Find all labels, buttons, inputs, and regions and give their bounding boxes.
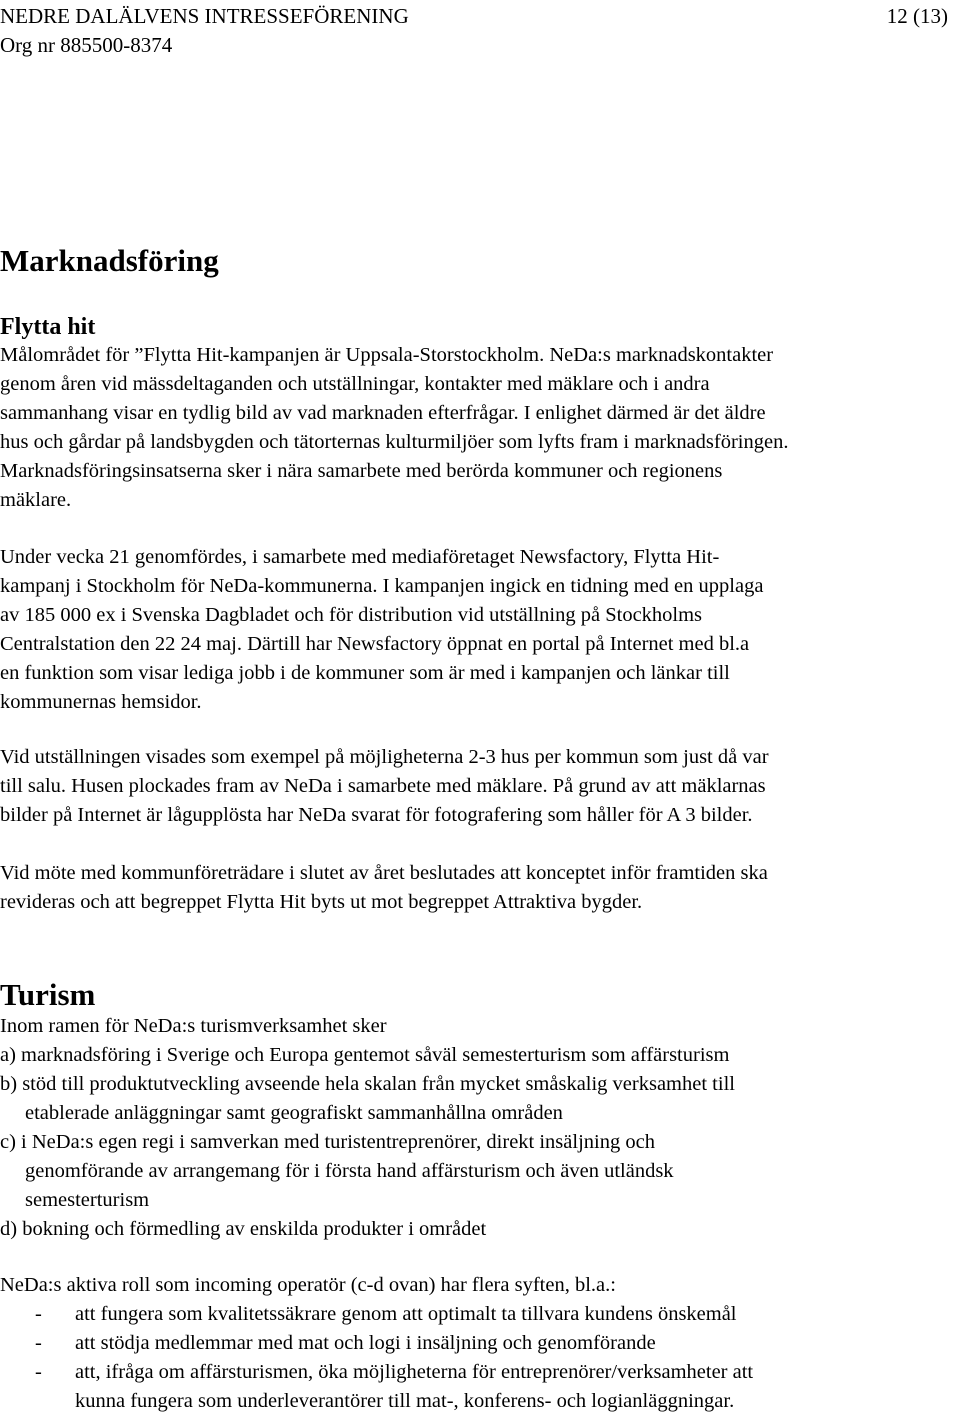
header-row [0, 2, 948, 31]
text-line: till salu. Husen plockades fram av NeDa i samarbete med mäklare. På grund av att mäklarnas [0, 775, 766, 797]
list-item [0, 1070, 958, 1128]
page-number: 12 (13) [886, 4, 948, 28]
list-item-continuation: kunna fungera som underleverantörer till mat-, konferens- och logianläggningar. [75, 1390, 735, 1412]
dash-list-item [0, 1329, 958, 1358]
section-title-marketing: Marknadsföring [0, 243, 219, 278]
text-line: kampanj i Stockholm för NeDa-kommunerna. I kampanjen ingick en tidning med en upplaga [0, 575, 764, 597]
list-item-text: att, ifråga om affärsturismen, öka möjligheterna för entreprenörer/verksamheter att [75, 1361, 754, 1383]
text-line: bilder på Internet är lågupplösta har NeDa svarat för fotografering som håller för A 3 bilder. [0, 804, 753, 826]
text-line: genom åren vid mässdeltaganden och utställningar, kontakter med mäklare och i andra [0, 373, 710, 395]
text-line: Målområdet för ”Flytta Hit-kampanjen är Uppsala-Storstockholm. NeDa:s marknadskontakter [0, 344, 774, 366]
text-line: mäklare. [0, 489, 72, 511]
dash-list-item [0, 1300, 958, 1329]
dash-marker: - [35, 1303, 42, 1325]
tourism-role-list [0, 1300, 958, 1416]
text-line: Marknadsföringsinsatserna sker i nära samarbete med berörda kommuner och regionens [0, 460, 723, 482]
section-title-tourism: Turism [0, 977, 96, 1012]
page-header [0, 2, 948, 60]
list-item-text: a) marknadsföring i Sverige och Europa gentemot såväl semesterturism som affärsturism [0, 1044, 730, 1066]
list-item [0, 1041, 958, 1070]
tourism-intro: Inom ramen för NeDa:s turismverksamhet sker [0, 1015, 387, 1037]
text-line: en funktion som visar lediga jobb i de kommuner som är med i kampanjen och länkar till [0, 662, 730, 684]
tourism-role-intro: NeDa:s aktiva roll som incoming operatör (c-d ovan) har flera syften, bl.a.: [0, 1274, 616, 1296]
list-item-text: c) i NeDa:s egen regi i samverkan med turistentreprenörer, direkt insäljning och [0, 1131, 655, 1153]
list-item-text: d) bokning och förmedling av enskilda produkter i området [0, 1218, 487, 1240]
list-item-continuation: genomförande av arrangemang för i första hand affärsturism och även utländsk [25, 1160, 674, 1182]
paragraph-campaign [0, 543, 958, 717]
list-item-text: att stödja medlemmar med mat och logi i insäljning och genomförande [75, 1332, 656, 1354]
org-name: NEDRE DALÄLVENS INTRESSEFÖRENING [0, 4, 409, 28]
text-line: Vid utställningen visades som exempel på möjligheterna 2-3 hus per kommun som just då var [0, 746, 769, 768]
list-item-continuation: semesterturism [25, 1189, 150, 1211]
list-item [0, 1128, 958, 1215]
list-item-text: b) stöd till produktutveckling avseende hela skalan från mycket småskalig verksamhet till [0, 1073, 735, 1095]
text-line: sammanhang visar en tydlig bild av vad marknaden efterfrågar. I enlighet därmed är det äldre [0, 402, 766, 424]
paragraph-exhibition [0, 743, 958, 830]
tourism-activities-list [0, 1041, 958, 1244]
dash-marker: - [35, 1332, 42, 1354]
text-line: revideras och att begreppet Flytta Hit byts ut mot begreppet Attraktiva bygder. [0, 891, 643, 913]
text-line: Vid möte med kommunföreträdare i slutet av året beslutades att konceptet inför framtiden ska [0, 862, 768, 884]
org-number: Org nr 885500-8374 [0, 33, 173, 57]
text-line: kommunernas hemsidor. [0, 691, 202, 713]
dash-list-item [0, 1358, 958, 1416]
text-line: hus och gårdar på landsbygden och tätorternas kulturmiljöer som lyfts fram i marknadsföringen. [0, 431, 789, 453]
paragraph-target-area [0, 341, 958, 515]
subsection-title-flytta-hit: Flytta hit [0, 314, 96, 340]
list-item-continuation: etablerade anläggningar samt geografiskt sammanhållna områden [25, 1102, 563, 1124]
text-line: av 185 000 ex i Svenska Dagbladet och för distribution vid utställning på Stockholms [0, 604, 703, 626]
list-item-text: att fungera som kvalitetssäkrare genom att optimalt ta tillvara kundens önskemål [75, 1303, 737, 1325]
dash-marker: - [35, 1361, 42, 1383]
paragraph-meeting [0, 859, 958, 917]
text-line: Centralstation den 22 24 maj. Därtill har Newsfactory öppnat en portal på Internet med bl.a [0, 633, 750, 655]
list-item [0, 1215, 958, 1244]
text-line: Under vecka 21 genomfördes, i samarbete med mediaföretaget Newsfactory, Flytta Hit- [0, 546, 720, 568]
